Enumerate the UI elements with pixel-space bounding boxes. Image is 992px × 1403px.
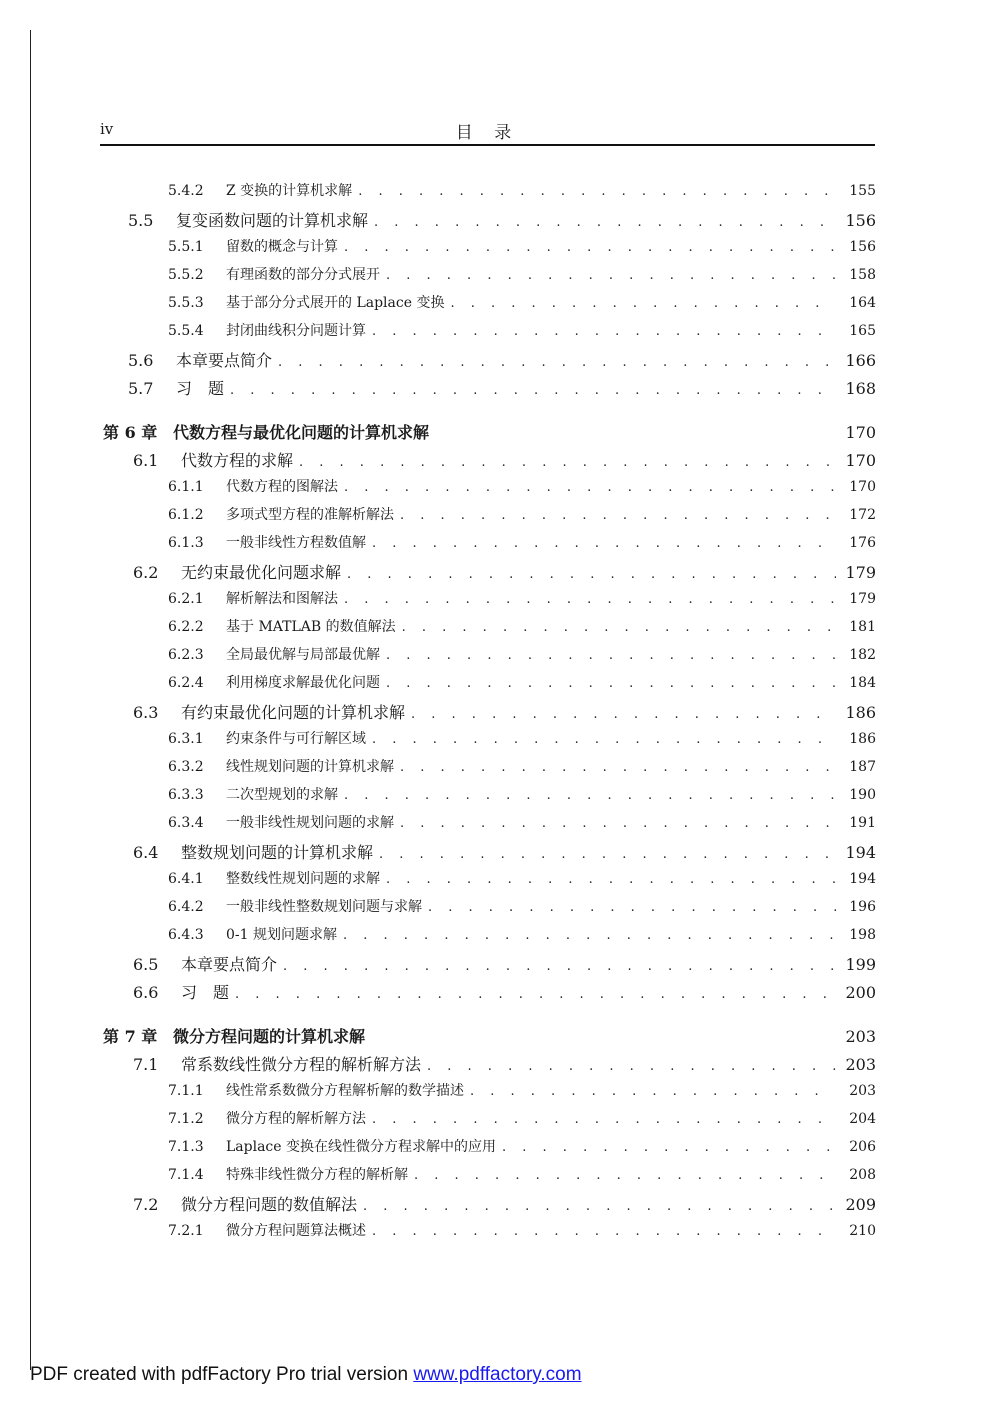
toc-entry-title: 基于 MATLAB 的数值解法 [226,619,396,635]
toc-entry-number: 6.2.4 [168,675,204,691]
dot-leader [414,1168,836,1183]
toc-entry-subsection[interactable] [168,504,876,530]
toc-entry-page: 210 [849,1223,876,1239]
toc-entry-title: Laplace 变换在线性微分方程求解中的应用 [226,1139,497,1155]
toc-entry-subsection[interactable] [168,728,876,754]
toc-entry-subsection[interactable] [168,588,876,614]
dot-leader [428,900,836,915]
dot-leader [363,1199,836,1214]
dot-leader [344,240,836,255]
dot-leader [235,987,836,1002]
toc-entry-number: 7.1.4 [168,1167,204,1183]
toc-entry-chapter[interactable] [103,420,876,446]
toc-entry-subsection[interactable] [168,784,876,810]
dot-leader [372,1224,836,1239]
toc-entry-page: 155 [849,183,876,199]
toc-entry-title: 特殊非线性微分方程的解析解 [226,1167,408,1183]
toc-entry-title: 一般非线性方程数值解 [226,535,366,551]
toc-entry-page: 156 [849,239,876,255]
toc-entry-title: 线性常系数微分方程解析解的数学描述 [226,1083,464,1099]
dot-leader [283,959,836,974]
toc-entry-page: 204 [849,1111,876,1127]
toc-entry-subsection[interactable] [168,756,876,782]
dot-leader [372,1112,836,1127]
toc-entry-title: 全局最优解与局部最优解 [226,647,380,663]
toc-entry-number: 6.5 [133,955,159,974]
toc-entry-title: 微分方程的解析解方法 [226,1111,366,1127]
toc-entry-number: 5.5.4 [168,323,204,339]
toc-entry-page: 200 [845,983,876,1002]
dot-leader [502,1140,836,1155]
dot-leader [470,1084,836,1099]
toc-entry-page: 209 [845,1195,876,1214]
dot-leader [400,508,836,523]
toc-entry-page: 203 [849,1083,876,1099]
dot-leader [379,847,836,862]
toc-entry-page: 203 [845,1055,876,1074]
toc-entry-subsection[interactable] [168,1108,876,1134]
toc-entry-number: 6.2.1 [168,591,204,607]
dot-leader [386,676,836,691]
dot-leader [344,592,836,607]
toc-entry-page: 165 [849,323,876,339]
toc-entry-page: 158 [849,267,876,283]
toc-entry-title: 习 题 [181,983,230,1002]
dot-leader [358,184,836,199]
dot-leader [402,620,836,635]
toc-entry-section[interactable] [133,840,876,866]
toc-entry-page: 208 [849,1167,876,1183]
toc-entry-subsection[interactable] [168,616,876,642]
toc-entry-section[interactable] [128,376,876,402]
page-header [100,118,875,146]
dot-leader [230,383,836,398]
toc-entry-page: 184 [849,675,876,691]
toc-entry-title: 有约束最优化问题的计算机求解 [181,703,406,722]
dot-leader [372,324,836,339]
toc-entry-number: 7.1.3 [168,1139,204,1155]
toc-entry-subsection[interactable] [168,292,876,318]
toc-entry-number: 第 6 章 [103,423,158,442]
dot-leader [386,268,836,283]
toc-entry-page: 191 [849,815,876,831]
toc-entry-number: 6.3 [133,703,159,722]
toc-entry-number: 6.4.2 [168,899,204,915]
toc-entry-number: 6.3.4 [168,815,204,831]
toc-entry-page: 187 [849,759,876,775]
toc-entry-page: 168 [845,379,876,398]
toc-entry-title: 基于部分分式展开的 Laplace 变换 [226,295,445,311]
toc-entry-title: 线性规划问题的计算机求解 [226,759,394,775]
toc-entry-number: 6.1 [133,451,159,470]
toc-entry-title: 复变函数问题的计算机求解 [176,211,369,230]
toc-entry-subsection[interactable] [168,812,876,838]
footer-link[interactable]: www.pdffactory.com [413,1364,582,1385]
toc-entry-page: 181 [849,619,876,635]
toc-entry-subsection[interactable] [168,1164,876,1190]
toc-entry-title: 约束条件与可行解区域 [226,731,366,747]
toc-entry-number: 6.2 [133,563,159,582]
toc-entry-subsection[interactable] [168,180,876,206]
toc-entry-number: 7.1.1 [168,1083,204,1099]
toc-entry-subsection[interactable] [168,1080,876,1106]
pdf-footer [30,1364,582,1386]
dot-leader [427,1059,836,1074]
toc-entry-title: 常系数线性微分方程的解析解方法 [181,1055,422,1074]
dot-leader [299,455,836,470]
toc-entry-title: 留数的概念与计算 [226,239,338,255]
toc-entry-title: 微分方程问题算法概述 [226,1223,366,1239]
toc-entry-title: 封闭曲线积分问题计算 [226,323,366,339]
toc-entry-number: 5.6 [128,351,154,370]
toc-entry-page: 170 [849,479,876,495]
toc-entry-number: 5.5.3 [168,295,204,311]
dot-leader [347,567,836,582]
toc-entry-page: 194 [849,871,876,887]
toc-entry-title: 习 题 [176,379,225,398]
toc-entry-title: Z 变换的计算机求解 [226,183,353,199]
toc-entry-page: 156 [845,211,876,230]
toc-entry-number: 6.2.3 [168,647,204,663]
toc-entry-title: 多项式型方程的准解析解法 [226,507,394,523]
toc-entry-number: 6.2.2 [168,619,204,635]
toc-entry-page: 206 [849,1139,876,1155]
toc-entry-section[interactable] [133,1052,876,1078]
footer-text: PDF created with pdfFactory Pro trial version [30,1364,414,1385]
toc-entry-number: 6.3.1 [168,731,204,747]
toc-entry-subsection[interactable] [168,1136,876,1162]
toc-entry-page: 203 [845,1027,876,1046]
toc-entry-page: 199 [845,955,876,974]
dot-leader [344,788,836,803]
dot-leader [374,215,836,230]
dot-leader [343,928,836,943]
toc-entry-title: 本章要点简介 [181,955,278,974]
toc-entry-number: 5.5 [128,211,154,230]
dot-leader [386,648,836,663]
dot-leader [372,536,836,551]
toc-entry-title: 代数方程的图解法 [226,479,338,495]
toc-entry-title: 代数方程的求解 [181,451,294,470]
toc-entry-number: 7.2 [133,1195,159,1214]
toc-entry-title: 微分方程问题的计算机求解 [173,1027,366,1046]
toc-entry-subsection[interactable] [168,672,876,698]
page-binding-line [30,30,31,1370]
dot-leader [411,707,836,722]
toc-entry-section[interactable] [133,1192,876,1218]
toc-entry-title: 整数线性规划问题的求解 [226,871,380,887]
toc-entry-number: 6.3.3 [168,787,204,803]
toc-entry-subsection[interactable] [168,236,876,262]
toc-entry-title: 解析解法和图解法 [226,591,338,607]
dot-leader [450,296,836,311]
toc-entry-subsection[interactable] [168,924,876,950]
toc-entry-page: 164 [849,295,876,311]
toc-entry-number: 6.6 [133,983,159,1002]
toc-entry-number: 7.1 [133,1055,159,1074]
toc-entry-subsection[interactable] [168,1220,876,1246]
toc-entry-title: 二次型规划的求解 [226,787,338,803]
toc-entry-section[interactable] [133,980,876,1006]
toc-entry-page: 186 [845,703,876,722]
toc-entry-title: 一般非线性整数规划问题与求解 [226,899,422,915]
dot-leader [344,480,836,495]
toc-entry-number: 5.5.1 [168,239,204,255]
toc-entry-number: 6.4 [133,843,159,862]
toc-entry-subsection[interactable] [168,264,876,290]
toc-entry-page: 172 [849,507,876,523]
toc-entry-page: 198 [849,927,876,943]
toc-entry-section[interactable] [133,952,876,978]
dot-leader [400,816,836,831]
toc-entry-section[interactable] [133,448,876,474]
toc-entry-page: 170 [845,423,876,442]
toc-entry-title: 0-1 规划问题求解 [226,927,337,943]
toc-entry-number: 6.1.2 [168,507,204,523]
toc-entry-subsection[interactable] [168,896,876,922]
dot-leader [386,872,836,887]
dot-leader [372,732,836,747]
toc-entry-number: 6.1.3 [168,535,204,551]
toc-entry-number: 6.4.1 [168,871,204,887]
toc-entry-subsection[interactable] [168,868,876,894]
toc-entry-number: 5.5.2 [168,267,204,283]
toc-entry-title: 整数规划问题的计算机求解 [181,843,374,862]
toc-entry-subsection[interactable] [168,532,876,558]
toc-entry-title: 微分方程问题的数值解法 [181,1195,358,1214]
toc-entry-number: 第 7 章 [103,1027,158,1046]
toc-entry-chapter[interactable] [103,1024,876,1050]
toc-entry-section[interactable] [128,208,876,234]
toc-entry-subsection[interactable] [168,644,876,670]
toc-entry-title: 利用梯度求解最优化问题 [226,675,380,691]
toc-entry-page: 179 [849,591,876,607]
toc-entry-number: 7.2.1 [168,1223,204,1239]
toc-entry-page: 170 [845,451,876,470]
toc-entry-subsection[interactable] [168,476,876,502]
toc-entry-title: 无约束最优化问题求解 [181,563,342,582]
toc-entry-section[interactable] [133,560,876,586]
toc-entry-page: 196 [849,899,876,915]
page-number: iv [100,120,114,138]
toc-entry-subsection[interactable] [168,320,876,346]
toc-entry-number: 5.7 [128,379,154,398]
toc-entry-title: 一般非线性规划问题的求解 [226,815,394,831]
toc-entry-number: 6.1.1 [168,479,204,495]
toc-entry-page: 166 [845,351,876,370]
toc-entry-page: 179 [845,563,876,582]
toc-entry-section[interactable] [133,700,876,726]
toc-entry-number: 6.4.3 [168,927,204,943]
toc-entry-section[interactable] [128,348,876,374]
dot-leader [278,355,836,370]
toc-entry-title: 本章要点简介 [176,351,273,370]
toc-entry-number: 6.3.2 [168,759,204,775]
header-title: 目 录 [455,123,520,143]
toc-entry-page: 194 [845,843,876,862]
toc-entry-title: 有理函数的部分分式展开 [226,267,380,283]
toc-entry-page: 186 [849,731,876,747]
toc-entry-number: 7.1.2 [168,1111,204,1127]
toc-entry-page: 176 [849,535,876,551]
dot-leader [400,760,836,775]
toc-entry-page: 190 [849,787,876,803]
toc-entry-title: 代数方程与最优化问题的计算机求解 [173,423,430,442]
toc-entry-number: 5.4.2 [168,183,204,199]
toc-entry-page: 182 [849,647,876,663]
